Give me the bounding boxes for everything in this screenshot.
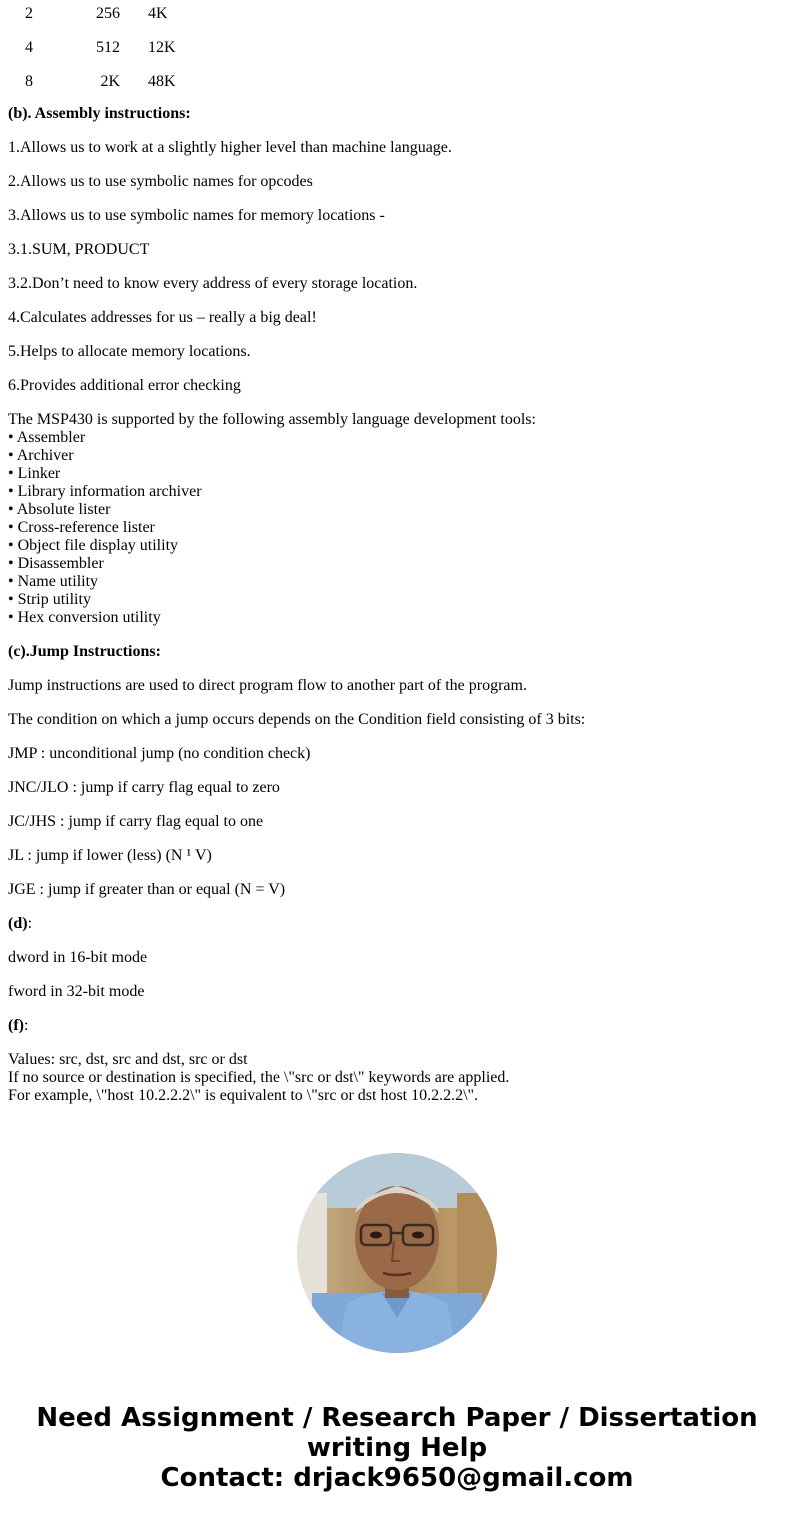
- tools-list: [8, 411, 788, 627]
- document-body: [8, 0, 788, 1121]
- author-photo: [297, 1153, 497, 1353]
- list-item: • Strip utility: [8, 591, 91, 608]
- paragraph-line: If no source or destination is specified, the \"src or dst\" keywords are applied.: [8, 1069, 510, 1086]
- list-item: 3.2.Don’t need to know every address of every storage location.: [8, 275, 418, 292]
- section-d-suffix: :: [27, 915, 33, 932]
- contact-banner: [0, 1403, 794, 1493]
- table-cell: 4: [25, 39, 33, 56]
- section-f-suffix: :: [23, 1017, 29, 1034]
- section-d-heading: [8, 915, 788, 933]
- paragraph: JC/JHS : jump if carry flag equal to one: [8, 813, 264, 830]
- paragraph: dword in 16-bit mode: [8, 949, 148, 966]
- table-cell: 2K: [100, 73, 120, 90]
- section-f-body: [8, 1051, 788, 1105]
- table-cell: 512: [96, 39, 120, 56]
- list-item: 6.Provides additional error checking: [8, 377, 241, 394]
- list-item: • Disassembler: [8, 555, 104, 572]
- section-b-heading: (b). Assembly instructions:: [8, 105, 191, 122]
- table-row: [8, 0, 788, 34]
- table-row: [8, 34, 788, 68]
- banner-line: writing Help: [306, 1433, 488, 1463]
- table-cell: 12K: [148, 39, 176, 56]
- list-item: 5.Helps to allocate memory locations.: [8, 343, 251, 360]
- list-item: 2.Allows us to use symbolic names for opcodes: [8, 173, 313, 190]
- list-item: 3.1.SUM, PRODUCT: [8, 241, 150, 258]
- list-item: 3.Allows us to use symbolic names for memory locations -: [8, 207, 385, 224]
- paragraph: JGE : jump if greater than or equal (N = V): [8, 881, 286, 898]
- paragraph: JNC/JLO : jump if carry flag equal to zero: [8, 779, 280, 796]
- table-cell: 4K: [148, 5, 168, 22]
- paragraph: JMP : unconditional jump (no condition check): [8, 745, 311, 762]
- section-c-heading: (c).Jump Instructions:: [8, 643, 161, 660]
- section-f-label: (f): [8, 1017, 24, 1034]
- list-item: • Absolute lister: [8, 501, 111, 518]
- contact-email: Contact: drjack9650@gmail.com: [160, 1463, 634, 1493]
- author-avatar: [297, 1153, 497, 1353]
- list-item: • Archiver: [8, 447, 74, 464]
- table-cell: 8: [25, 73, 33, 90]
- paragraph: Jump instructions are used to direct program flow to another part of the program.: [8, 677, 527, 694]
- list-item: • Library information archiver: [8, 483, 202, 500]
- list-item: • Hex conversion utility: [8, 609, 161, 626]
- section-d-label: (d): [8, 915, 28, 932]
- paragraph: JL : jump if lower (less) (N ¹ V): [8, 847, 212, 864]
- banner-line: Need Assignment / Research Paper / Dissertation: [36, 1403, 758, 1433]
- table-row: [8, 68, 788, 102]
- paragraph-line: Values: src, dst, src and dst, src or dst: [8, 1051, 248, 1068]
- list-item: 1.Allows us to work at a slightly higher level than machine language.: [8, 139, 452, 156]
- list-item: 4.Calculates addresses for us – really a big deal!: [8, 309, 317, 326]
- list-item: • Assembler: [8, 429, 86, 446]
- paragraph: fword in 32-bit mode: [8, 983, 145, 1000]
- paragraph-line: For example, \"host 10.2.2.2\" is equivalent to \"src or dst host 10.2.2.2\".: [8, 1087, 479, 1104]
- list-item: • Cross-reference lister: [8, 519, 155, 536]
- section-f-heading: [8, 1017, 788, 1035]
- table-cell: 2: [25, 5, 33, 22]
- list-item: • Object file display utility: [8, 537, 179, 554]
- list-item: • Linker: [8, 465, 61, 482]
- table-cell: 48K: [148, 73, 176, 90]
- paragraph: The condition on which a jump occurs depends on the Condition field consisting of 3 bits:: [8, 711, 586, 728]
- tools-intro: The MSP430 is supported by the following assembly language development tools:: [8, 411, 536, 428]
- table-cell: 256: [96, 5, 120, 22]
- list-item: • Name utility: [8, 573, 99, 590]
